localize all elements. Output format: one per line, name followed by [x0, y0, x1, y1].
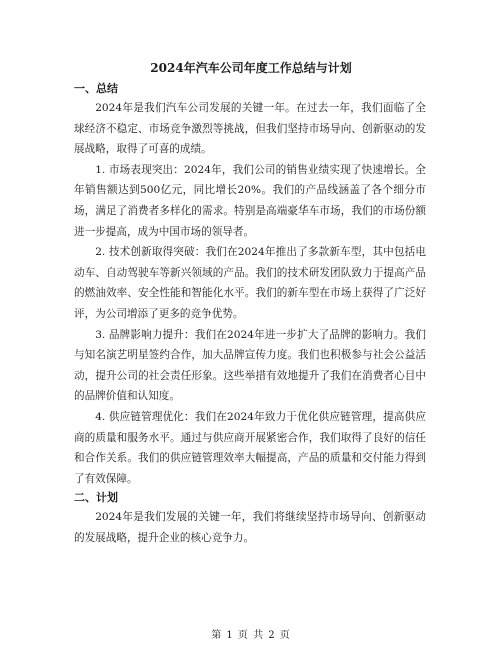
paragraph: 1. 市场表现突出：2024年，我们公司的销售业绩实现了快速增长。全年销售额达到500亿元，同比增长20%。我们的产品线涵盖了各个细分市场，满足了消费者多样化的需求。特别是高端豪华车市场，我们的市场份额进一步提高，成为中国市场的领导者。	[74, 163, 426, 238]
paragraph: 2024年是我们发展的关键一年，我们将继续坚持市场导向、创新驱动的发展战略，提升企业的核心竞争力。	[74, 511, 426, 544]
document-body	[74, 80, 426, 548]
paragraph: 2. 技术创新取得突破：我们在2024年推出了多款新车型，其中包括电动车、自动驾驶车等新兴领域的产品。我们的技术研发团队致力于提高产品的燃油效率、安全性能和智能化水平。我们的新车型在市场上获得了广泛好评，为公司增添了更多的竞争优势。	[74, 246, 426, 320]
page-number-footer: 第 1 页 共 2 页	[211, 630, 291, 641]
paragraph: 4. 供应链管理优化：我们在2024年致力于优化供应链管理，提高供应商的质量和服务水平。通过与供应商开展紧密合作，我们取得了良好的信任和合作关系。我们的供应链管理效率大幅提高，产品的质量和交付能力得到了有效保障。	[74, 410, 426, 485]
section-plan	[74, 489, 426, 548]
document-title: 2024年汽车公司年度工作总结与计划	[150, 61, 352, 75]
section-summary	[74, 80, 426, 489]
section-heading-plan: 二、计划	[74, 491, 118, 505]
paragraph: 3. 品牌影响力提升：我们在2024年进一步扩大了品牌的影响力。我们与知名演艺明星签约合作，加大品牌宣传力度。我们也积极参与社会公益活动，提升公司的社会责任形象。这些举措有效地提升了我们在消费者心目中的品牌价值和认知度。	[74, 328, 426, 403]
section-heading-summary: 一、总结	[74, 82, 118, 95]
paragraph: 2024年是我们汽车公司发展的关键一年。在过去一年，我们面临了全球经济不稳定、市场竞争激烈等挑战，但我们坚持市场导向、创新驱动的发展战略，取得了可喜的成绩。	[74, 102, 426, 156]
